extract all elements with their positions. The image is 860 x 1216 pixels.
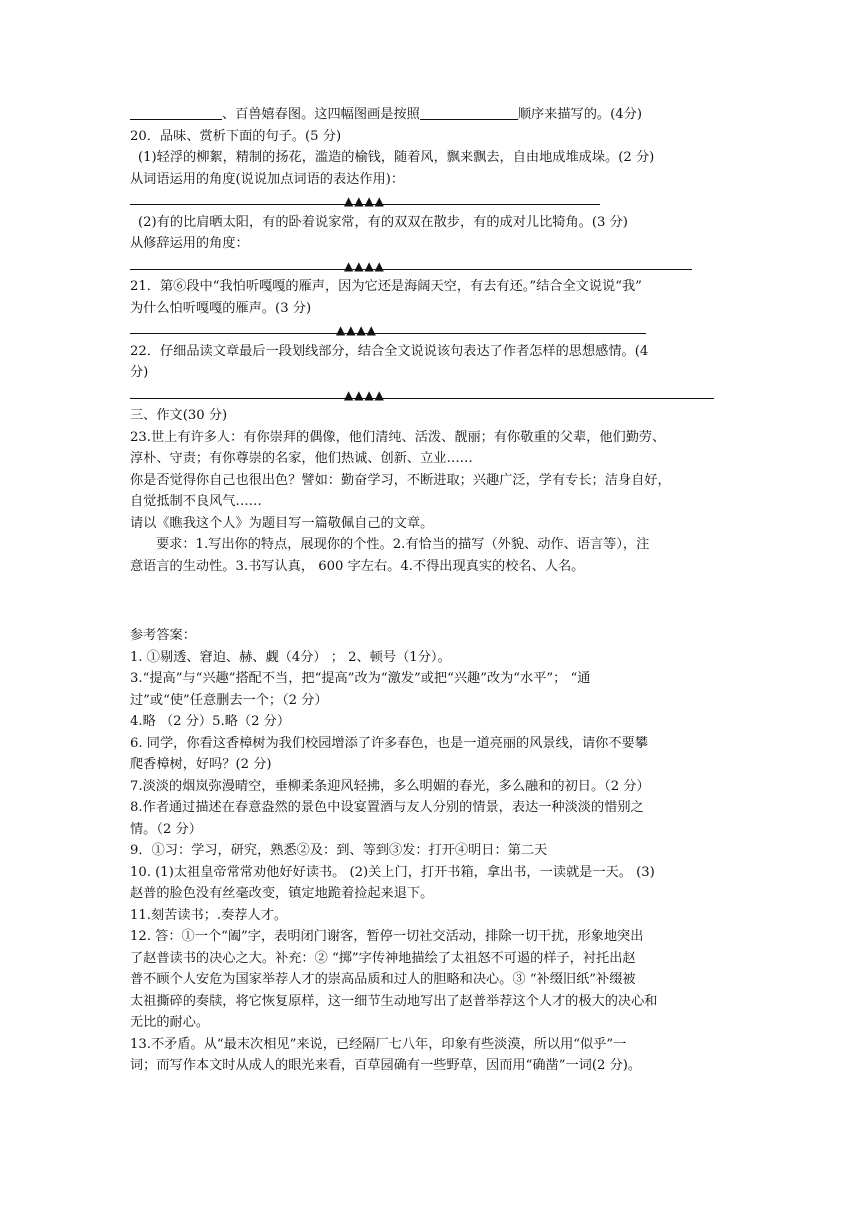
answer-12-line-5: 无比的耐心。 bbox=[130, 1015, 210, 1030]
answers-heading: 参考答案： bbox=[130, 628, 196, 643]
triangle-marks: ▲▲▲▲ bbox=[344, 194, 385, 208]
q19-tail-line bbox=[130, 104, 730, 126]
question-23-prompt: 请以《瞧我这个人》为题目写一篇敬佩自己的文章。 bbox=[130, 515, 434, 531]
text: 顺序来描写的。(4分) bbox=[517, 107, 642, 122]
spacer bbox=[130, 577, 730, 625]
question-20-part-1: (1)轻浮的柳絮，精制的扬花，滥造的榆钱，随着风，飘来飘去，自由地成堆成垛。(2 分) bbox=[138, 150, 655, 165]
answer-10-line-1: 10. (1)太祖皇帝常常劝他好好读书。 (2)关上门，打开书箱，拿出书，一读就是一天。 (3) bbox=[130, 864, 655, 880]
answer-12-line-2: 了赵普读书的决心之大。补充：② “掷”字传神地描绘了太祖怒不可遏的样子，衬托出赵 bbox=[130, 950, 636, 966]
question-22-line-1: 22．仔细品读文章最后一段划线部分，结合全文说说该句表达了作者怎样的思想感情。(4 bbox=[130, 343, 649, 359]
answer-12-line-4: 太祖撕碎的奏牍，将它恢复原样，这一细节生动地写出了赵普举荐这个人才的极大的决心和 bbox=[130, 993, 658, 1009]
answer-line[interactable] bbox=[130, 190, 730, 212]
underline bbox=[130, 269, 692, 270]
answer-7: 7.淡淡的烟岚弥漫晴空，垂柳柔条迎风轻拂，多么明媚的春光，多么融和的初日。（2 分） bbox=[130, 778, 650, 794]
question-20-part-2: (2)有的比肩晒太阳，有的卧着说家常，有的双双在散步，有的成对儿比犄角。(3 分) bbox=[138, 214, 628, 230]
question-23-line-3: 你是否觉得你自己也很出色？譬如：勤奋学习，不断进取；兴趣广泛，学有专长；洁身自好， bbox=[130, 472, 671, 488]
answer-6-line-1: 6. 同学，你看这香樟树为我们校园增添了许多春色，也是一道亮丽的风景线，请你不要攀 bbox=[130, 735, 648, 751]
answer-3-line-1: 3.“提高”与“兴趣”搭配不当，把“提高”改为“激发”或把“兴趣”改为“水平”； “通 bbox=[130, 671, 591, 686]
answer-8-line-2: 情。（2 分） bbox=[130, 821, 202, 837]
question-23-line-4: 自觉抵制不良风气…… bbox=[130, 494, 262, 509]
question-22-line-2: 分) bbox=[130, 365, 149, 380]
answer-6-line-2: 爬香樟树，好吗？(2 分) bbox=[130, 757, 272, 772]
answer-10-line-2: 赵普的脸色没有丝毫改变，镇定地跪着捡起来退下。 bbox=[130, 886, 434, 901]
question-21-line-1: 21．第⑥段中“我怕听嘎嘎的雁声，因为它还是海阔天空，有去有还。”结合全文说说“我” bbox=[130, 279, 642, 294]
document-page bbox=[130, 104, 730, 1077]
answer-13-line-1: 13.不矛盾。从“最末次相见”来说，已经隔厂七八年，印象有些淡漠，所以用“似乎”一 bbox=[130, 1036, 627, 1052]
question-23-requirements-2: 意语言的生动性。3.书写认真， 600 字左右。4.不得出现真实的校名、人名。 bbox=[130, 558, 585, 574]
text: 、百兽嬉春图。这四幅图画是按照 bbox=[222, 107, 420, 122]
answer-13-line-2: 词；而写作本文时从成人的眼光来看，百草园确有一些野草，因而用“确凿”一词(2 分)。 bbox=[130, 1058, 642, 1073]
question-21-line-2: 为什么怕听嘎嘎的雁声。(3 分) bbox=[130, 300, 312, 316]
answer-line[interactable] bbox=[130, 384, 730, 406]
answer-3-line-2: 过”或“使”任意删去一个；（2 分） bbox=[130, 692, 328, 708]
answer-12-line-3: 普不顾个人安危为国家举荐人才的崇高品质和过人的胆略和决心。③ “补缀旧纸”补缀被 bbox=[130, 972, 636, 987]
question-20-part-2-hint: 从修辞运用的角度： bbox=[130, 236, 249, 251]
section-3-heading: 三、作文(30 分) bbox=[130, 408, 228, 423]
triangle-marks: ▲▲▲▲ bbox=[336, 323, 377, 337]
triangle-marks: ▲▲▲▲ bbox=[344, 387, 385, 402]
answer-blank[interactable] bbox=[420, 104, 518, 120]
answer-line[interactable] bbox=[130, 255, 730, 277]
answer-1: 1. ①剔透、窘迫、赫、觑（4分） ； 2、顿号（1分）。 bbox=[130, 649, 451, 665]
answer-line[interactable] bbox=[130, 319, 730, 341]
answer-4-5: 4.略 （2 分）5.略（2 分） bbox=[130, 714, 291, 729]
question-23-requirements-1: 要求：1.写出你的特点，展现你的个性。2.有恰当的描写（外貌、动作、语言等），注 bbox=[156, 537, 650, 552]
underline bbox=[130, 398, 714, 399]
answer-11: 11.刻苦读书；.奏荐人才。 bbox=[130, 907, 288, 923]
question-23-line-2: 淳朴、守责；有你尊崇的名家，他们热诚、创新、立业…… bbox=[130, 451, 473, 466]
answer-12-line-1: 12. 答：①一个“阖”字，表明闭门谢客，暂停一切社交活动，排除一切干扰，形象地突出 bbox=[130, 929, 644, 944]
question-23-line-1: 23.世上有许多人：有你崇拜的偶像，他们清纯、活泼、靓丽；有你敬重的父辈，他们勤劳、 bbox=[130, 429, 666, 445]
underline bbox=[130, 333, 646, 334]
question-20: 20．品味、赏析下面的句子。(5 分) bbox=[130, 128, 342, 144]
answer-8-line-1: 8.作者通过描述在春意盎然的景色中设宴置酒与友人分别的情景，表达一种淡淡的惜别之 bbox=[130, 800, 644, 815]
answer-9: 9．①习：学习，研究，熟悉②及：到、等到③发：打开④明日：第二天 bbox=[130, 843, 548, 858]
triangle-marks: ▲▲▲▲ bbox=[344, 258, 385, 273]
question-20-part-1-hint: 从词语运用的角度(说说加点词语的表达作用)： bbox=[130, 171, 405, 187]
answer-blank[interactable] bbox=[130, 104, 222, 120]
